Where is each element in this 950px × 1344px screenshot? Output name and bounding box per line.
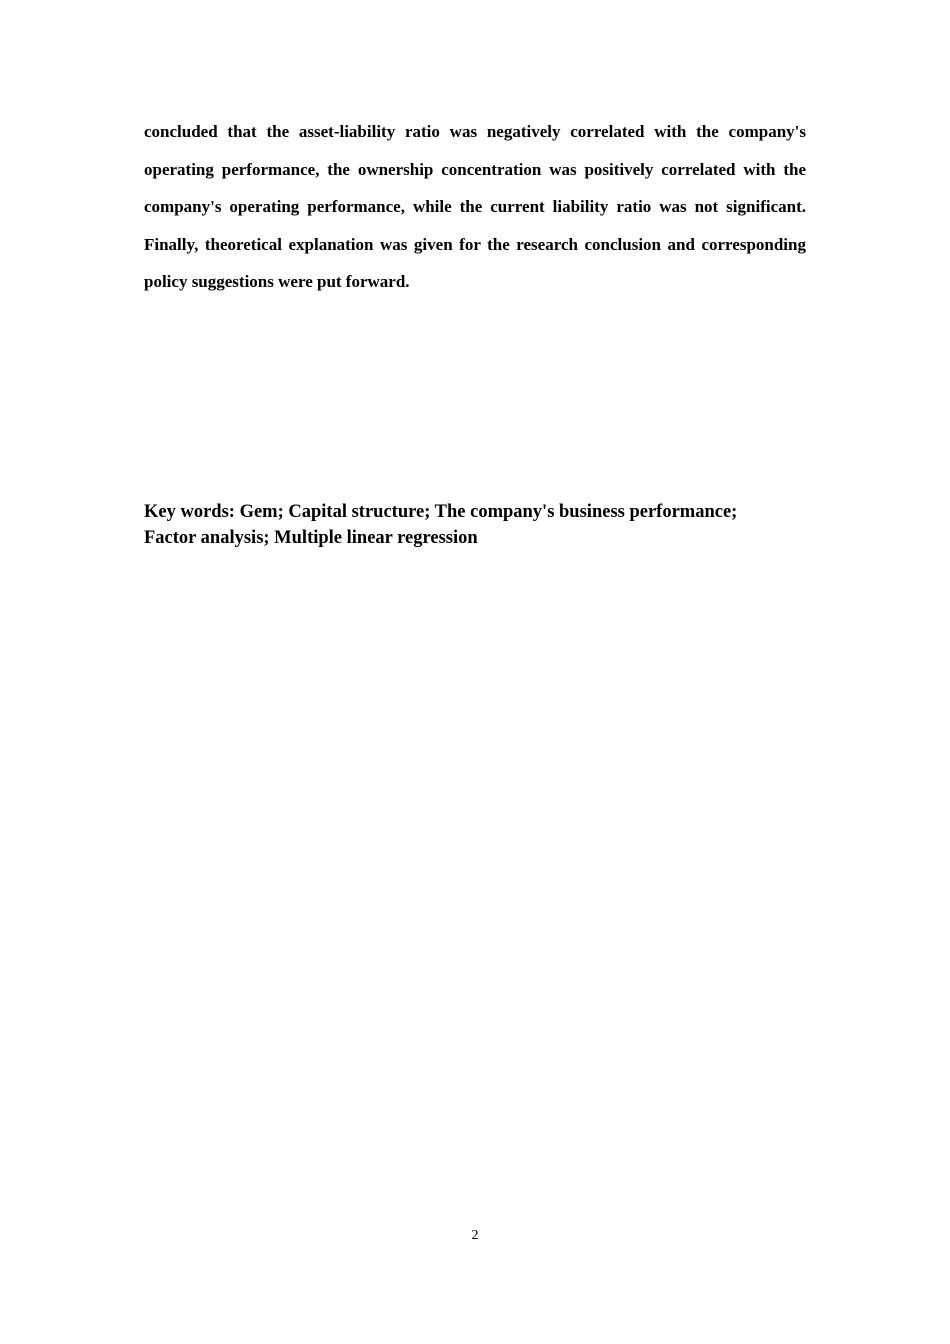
abstract-paragraph: concluded that the asset-liability ratio was negatively correlated with the company's operating performance, the ownership concentration was positively correlated with the company's operating performance, while the current liability ratio was not significant. Finally, theoretical explanation was given for the research conclusion and corresponding policy suggestions were put forward. (144, 122, 806, 291)
page-number: 2 (471, 1228, 479, 1243)
keywords-line-2: Factor analysis; Multiple linear regression (144, 527, 478, 548)
keywords-block (144, 500, 806, 551)
keywords-line-1: Key words: Gem; Capital structure; The company's business performance; (144, 502, 738, 522)
